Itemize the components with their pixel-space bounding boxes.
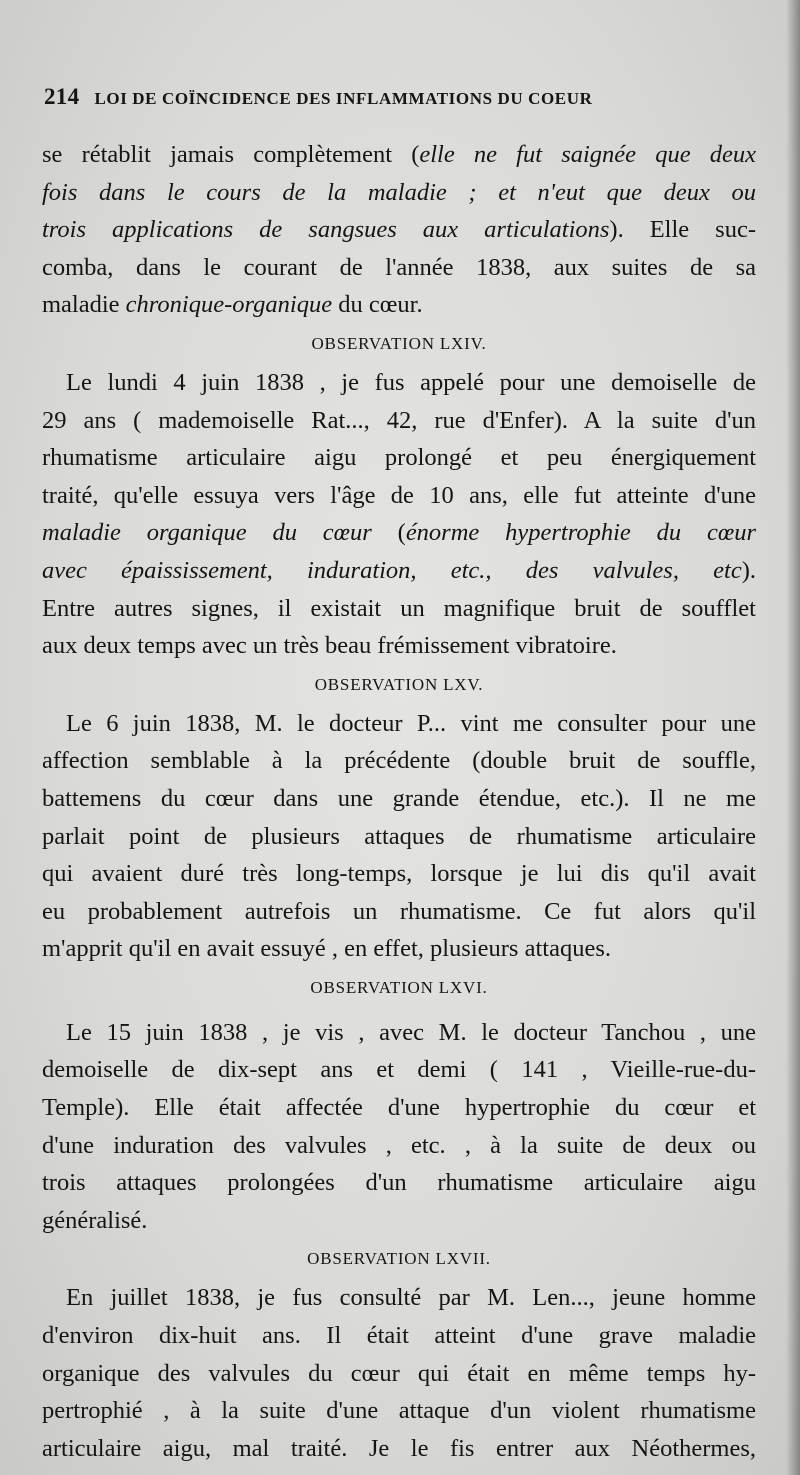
text-line: battemens du cœur dans une grande étendue, etc.). Il ne me	[42, 784, 756, 812]
text-line: eu probablement autrefois un rhumatisme. Ce fut alors qu'il	[42, 897, 756, 925]
text-line: pertrophié , à la suite d'une attaque d'un violent rhumatisme	[42, 1397, 756, 1425]
text-line: comba, dans le courant de l'année 1838, aux suites de sa	[42, 253, 756, 281]
text-run: (	[371, 519, 406, 547]
italic-run: maladie organique du cœur	[42, 519, 372, 547]
text-run: du cœur.	[332, 291, 423, 319]
text-run: maladie	[42, 291, 126, 319]
observation-heading: OBSERVATION LXV.	[314, 674, 484, 694]
italic-run: chronique-organique	[125, 291, 333, 319]
text-line: traité, qu'elle essuya vers l'âge de 10 ans, elle fut atteinte d'une	[42, 481, 756, 509]
text-run: ). Elle suc-	[609, 216, 756, 244]
text-line: Le lundi 4 juin 1838 , je fus appelé pour une demoiselle de	[66, 368, 756, 396]
text-line: demoiselle de dix-sept ans et demi ( 141 , Vieille-rue-du-	[42, 1056, 756, 1084]
italic-run: fois dans le cours de la maladie ; et n'eut que deux ou	[42, 178, 756, 206]
text-line: parlait point de plusieurs attaques de rhumatisme articulaire	[42, 822, 756, 850]
observation-heading: OBSERVATION LXVII.	[307, 1249, 491, 1269]
text-run: se rétablit jamais complètement (	[42, 141, 420, 168]
text-line: aux deux temps avec un très beau frémissement vibratoire.	[42, 632, 617, 660]
italic-run: elle ne fut saignée que deux	[419, 141, 756, 168]
text-line: En juillet 1838, je fus consulté par M. Len..., jeune homme	[66, 1284, 756, 1312]
text-line: d'environ dix-huit ans. Il était atteint d'une grave maladie	[42, 1322, 756, 1350]
text-line: affection semblable à la précédente (double bruit de souffle,	[42, 747, 756, 775]
text-line	[42, 174, 756, 212]
text-line: d'une induration des valvules , etc. , à la suite de deux ou	[42, 1131, 756, 1159]
text-line	[42, 552, 756, 590]
text-line: Le 15 juin 1838 , je vis , avec M. le docteur Tanchou , une	[66, 1018, 756, 1046]
text-line	[42, 211, 756, 249]
text-line: Entre autres signes, il existait un magnifique bruit de soufflet	[42, 594, 756, 622]
text-line: généralisé.	[42, 1206, 148, 1234]
text-line: Temple). Elle était affectée d'une hypertrophie du cœur et	[42, 1094, 756, 1122]
observation-heading: OBSERVATION LXVI.	[310, 977, 488, 997]
text-line: 29 ans ( mademoiselle Rat..., 42, rue d'Enfer). A la suite d'un	[42, 406, 756, 434]
running-header	[44, 84, 744, 110]
text-run: ).	[741, 556, 756, 584]
italic-run: avec épaississement, induration, etc., des valvules, etc	[42, 556, 742, 584]
text-line: articulaire aigu, mal traité. Je le fis entrer aux Néothermes,	[42, 1434, 756, 1462]
text-line	[42, 136, 756, 174]
italic-run: énorme hypertrophie du cœur	[405, 519, 756, 547]
text-line: rhumatisme articulaire aigu prolongé et peu énergiquement	[42, 444, 756, 472]
running-title: LOI DE COÏNCIDENCE DES INFLAMMATIONS DU COEUR	[94, 89, 593, 108]
text-line	[42, 286, 756, 324]
page-body	[42, 136, 756, 1467]
observation-heading: OBSERVATION LXIV.	[311, 333, 487, 353]
text-line	[42, 514, 756, 552]
text-line: qui avaient duré très long-temps, lorsque je lui dis qu'il avait	[42, 860, 756, 888]
text-line: m'apprit qu'il en avait essuyé , en effet, plusieurs attaques.	[42, 935, 611, 963]
page-number: 214	[44, 84, 80, 109]
text-line: organique des valvules du cœur qui était en même temps hy-	[42, 1359, 756, 1387]
page-edge-shadow	[786, 0, 800, 1475]
text-line: trois attaques prolongées d'un rhumatisme articulaire aigu	[42, 1169, 756, 1197]
italic-run: trois applications de sangsues aux articulations	[42, 216, 610, 244]
text-line: Le 6 juin 1838, M. le docteur P... vint me consulter pour une	[66, 709, 756, 737]
